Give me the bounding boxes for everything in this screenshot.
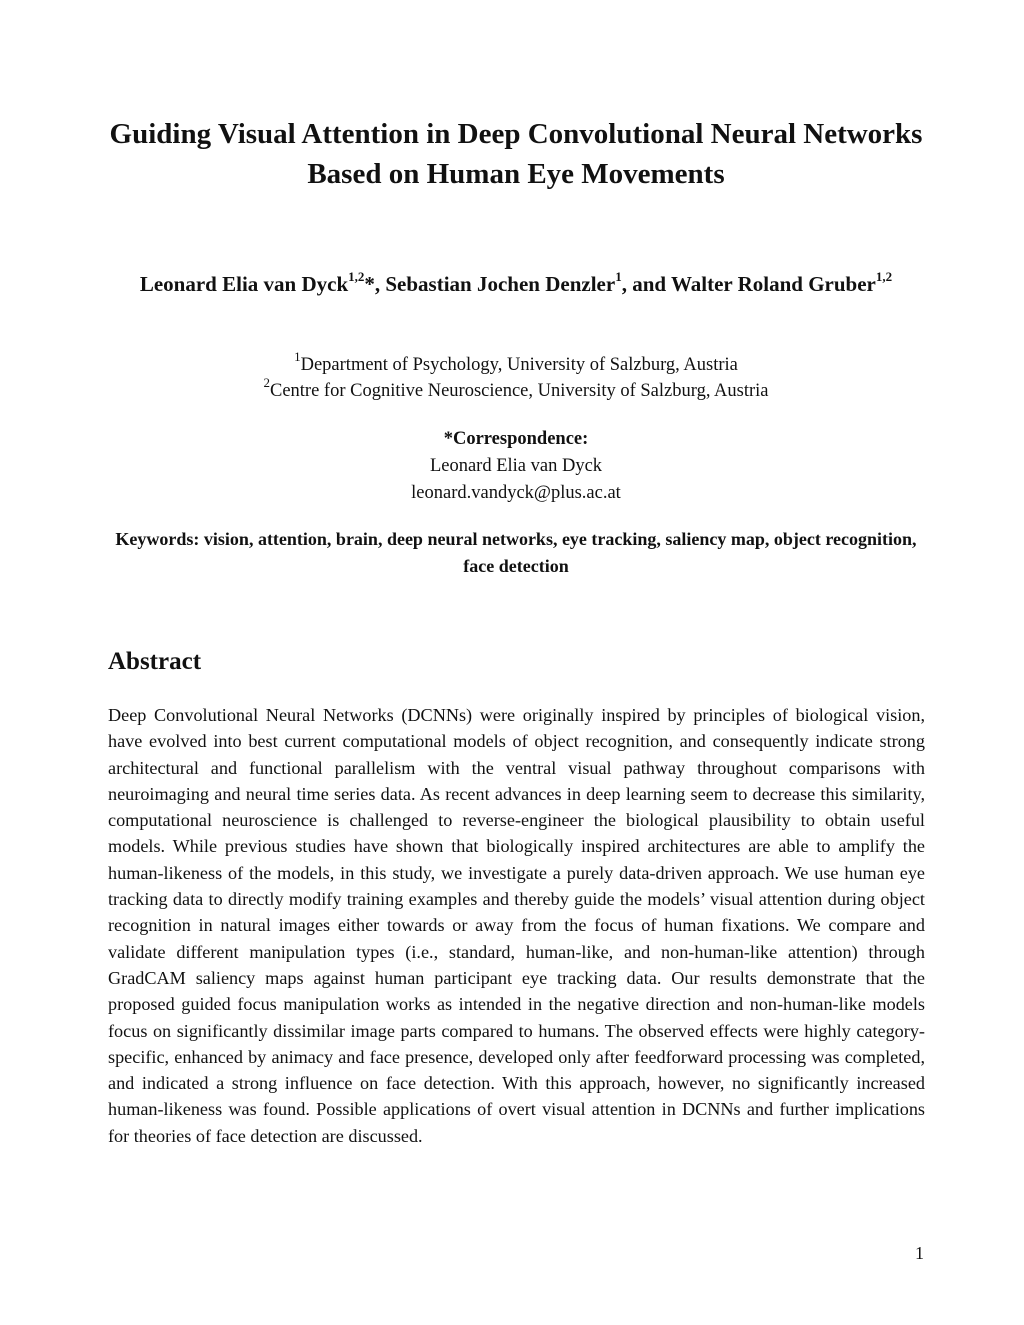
abstract-heading: Abstract [108,648,202,675]
affiliation-marker: 2 [263,374,270,390]
correspondence-email[interactable]: leonard.vandyck@plus.ac.at [411,483,621,503]
correspondence-name: Leonard Elia van Dyck [429,456,603,476]
author-name: Leonard Elia van Dyck [139,272,349,296]
keywords-label: Keywords: [115,529,200,549]
author-affiliation-marker: 1,2 [348,269,365,284]
author-separator: , and [621,272,671,296]
author-affiliation-marker: 1,2 [875,269,893,284]
affiliation-item [108,348,924,378]
affiliation-text: Department of Psychology, University of Salzburg, Austria [300,355,738,375]
affiliation-text: Centre for Cognitive Neuroscience, University of Salzburg, Austria [269,381,769,401]
paper-title: Guiding Visual Attention in Deep Convolutional Neural Networks Based on Human Eye Movements [109,118,923,190]
affiliation-marker: 1 [294,348,301,364]
correspondence-block [108,426,924,507]
affiliation-item [108,374,924,404]
author-affiliation-marker: 1 [615,269,622,284]
correspondence-label: *Correspondence: [443,429,589,449]
author-list [108,268,924,300]
author-name: Walter Roland Gruber [670,272,876,296]
author-separator: *, [364,272,386,296]
affiliation-list [108,348,924,404]
keywords [108,526,924,580]
author-name: Sebastian Jochen Denzler [385,272,616,296]
keywords-text: vision, attention, brain, deep neural networks, eye tracking, saliency map, object recognition, face detection [199,529,917,576]
abstract-body: Deep Convolutional Neural Networks (DCNNs) were originally inspired by principles of biological vision, have evolved into best current computational models of object recognition, and consequently indicate strong architectural and functional parallelism with the ventral visual pathway throughout comparisons with neuroimaging and neural time series data. As recent advances in deep learning seem to decrease this similarity, computational neuroscience is challenged to reverse-engineer the biological plausibility to obtain useful models. While previous studies have shown that biologically inspired architectures are able to amplify the human-likeness of the models, in this study, we investigate a purely data-driven approach. We use human eye tracking data to directly modify training examples and thereby guide the models’ visual attention during object recognition in natural images either towards or away from the focus of human fixations. We compare and validate different manipulation types (i.e., standard, human-like, and non-human-like attention) through GradCAM saliency maps against human participant eye tracking data. Our results demonstrate that the proposed guided focus manipulation works as intended in the negative direction and non-human-like models focus on significantly dissimilar image parts compared to humans. The observed effects were highly category-specific, enhanced by animacy and face presence, developed only after feedforward processing was completed, and indicated a strong influence on face detection. With this approach, however, no significantly increased human-likeness was found. Possible applications of overt visual attention in DCNNs and further implications for theories of face detection are discussed. [108,705,925,1146]
page-number: 1 [915,1243,924,1263]
